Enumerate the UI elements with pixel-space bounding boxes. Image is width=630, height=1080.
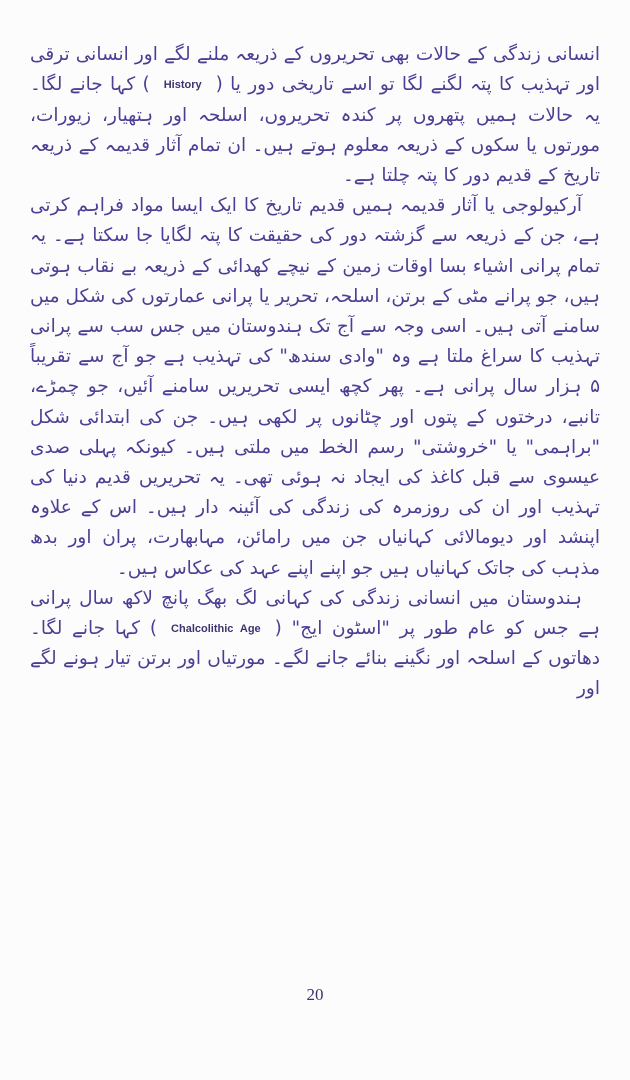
paragraph-text: انسانی زندگی کے حالات بھی تحریروں کے ذریعہ ملنے لگے اور انسانی ترقی اور تہذیب کا پتہ لگنے لگا تو اسے تاریخی دور یا ( — [30, 44, 601, 96]
paragraph-stone-age — [30, 584, 600, 705]
body-text — [30, 40, 600, 705]
page-number: 20 — [306, 985, 324, 1004]
paragraph-archaeology — [30, 191, 600, 584]
english-term-stone-age: Chalcolithic Age — [171, 622, 261, 635]
paragraph-text: ہندوستان میں انسانی زندگی کی کہانی لگ بھگ پانچ لاکھ سال پرانی ہے جس کو عام طور پر "اسٹون ایج" ( — [30, 587, 600, 640]
paragraph-text: ) کہا جانے لگا۔ یہ حالات ہمیں پتھروں پر کندہ تحریروں، اسلحہ اور ہتھیار، زیورات، مورتوں یا سکوں کے ذریعہ معلوم ہوتے ہیں۔ ان تمام آثار قدیمہ کے ذریعہ تاریخ کے قدیم دور کا پتہ چلتا ہے۔ — [30, 74, 600, 186]
paragraph-history — [30, 40, 600, 191]
paragraph-text: آرکیولوجی یا آثار قدیمہ ہمیں قدیم تاریخ کا ایک ایسا مواد فراہم کرتی ہے، جن کے ذریعہ سے گزشتہ دور کی حقیقت کا پتہ لگایا جا سکتا ہے۔ یہ تمام پرانی اشیاء بسا اوقات زمین کے نیچے کھدائی کے ذریعہ بے نقاب ہوتی ہیں، جو پرانے مٹی کے برتن، اسلحہ، تحریر یا پرانی عمارتوں کی شکل میں سامنے آتی ہیں۔ اسی وجہ سے آج تک ہندوستان میں جس سب سے پرانی تہذیب کا سراغ ملتا ہے وہ "وادی سندھ" کی تہذیب ہے جو آج سے تقریباً ۵ ہزار سال پرانی ہے۔ پھر کچھ ایسی تحریریں سامنے آئیں، جو چمڑے، تانبے، درختوں کے پتوں اور چٹانوں پر لکھی ہیں۔ جن کی ابتدائی شکل "براہمی" یا "خروشتی" رسم الخط میں ملتی ہیں۔ کیونکہ پہلی صدی عیسوی سے قبل کاغذ کی ایجاد نہ ہوئی تھی۔ یہ تحریریں قدیم دنیا کی تہذیب اور ان کی روزمرہ کی زندگی کی آئینہ دار ہیں۔ اس کے علاوہ اپنشد اور دیومالائی کہانیاں جن میں رامائن، مہابھارت، پران اور بدھ مذہب کی جاتک کہانیاں ہیں جو اپنے اپنے عہد کی عکاس ہیں۔ — [30, 195, 600, 579]
english-term-history: History — [163, 79, 202, 92]
paragraph-text: ) کہا جانے لگا۔ دھاتوں کے اسلحہ اور نگینے بنائے جانے لگے۔ مورتیاں اور برتن تیار ہونے لگے اور — [30, 618, 600, 700]
english-term-chalcolithic-age — [549, 683, 577, 695]
